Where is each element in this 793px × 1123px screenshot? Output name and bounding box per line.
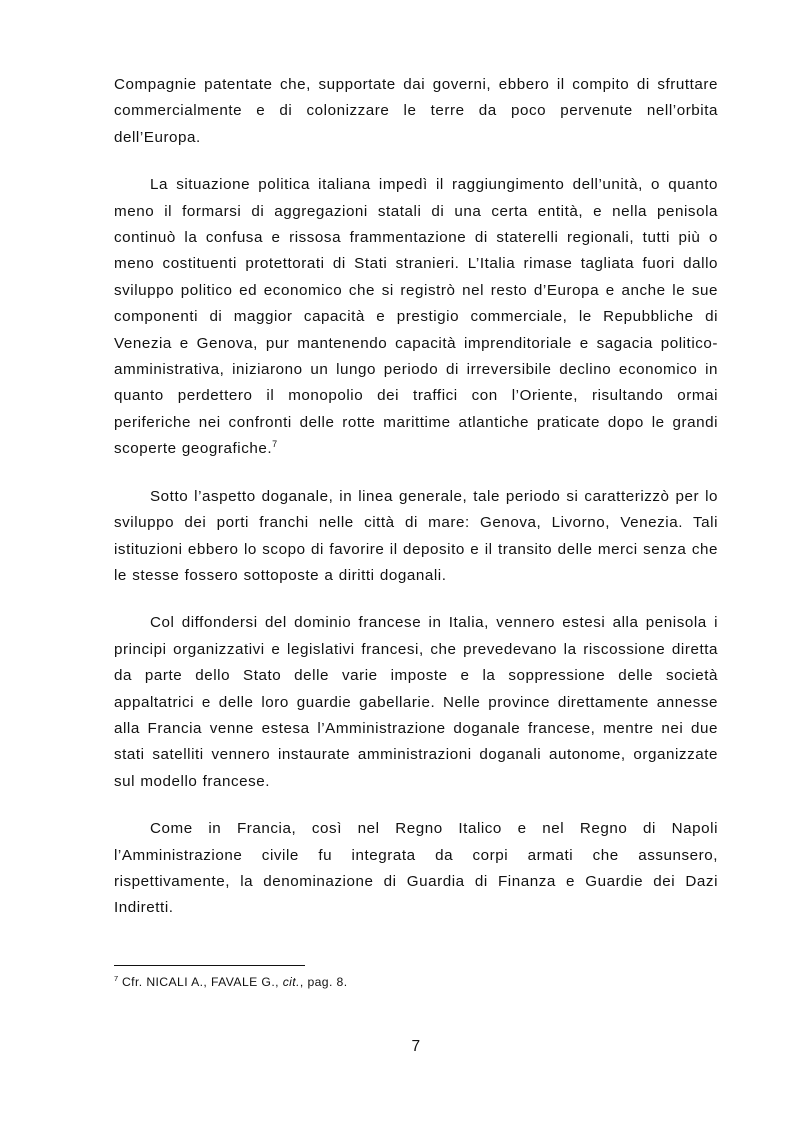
footnote-text-end: , pag. 8. xyxy=(299,975,348,989)
paragraph-2-text: La situazione politica italiana impedì il raggiungimento dell’unità, o quanto meno il formarsi di aggregazioni statali di una certa entità, e nella penisola continuò la confusa e rissosa frammentazione di staterelli regionali, tutti più o meno costituenti protettorati di Stati stranieri. L’Italia rimase tagliata fuori dallo sviluppo politico ed economico che si registrò nel resto d’Europa e anche le sue componenti di maggior capacità e prestigio commerciale, le Repubbliche di Venezia e Genova, pur mantenendo capacità imprenditoriale e sagacia politico-amministrativa, iniziarono un lungo periodo di irreversibile declino economico in quanto perdettero il monopolio dei traffici con l’Oriente, risultando ormai periferiche nei confronti delle rotte marittime atlantiche praticate dopo le grandi scoperte geografiche. xyxy=(114,176,718,458)
paragraph-1-text: Compagnie patentate che, supportate dai governi, ebbero il compito di sfruttare commercialmente e di colonizzare le terre da poco pervenute nell’orbita dell’Europa. xyxy=(114,76,718,146)
footnote xyxy=(114,974,718,990)
paragraph-4-text: Col diffondersi del dominio francese in Italia, vennero estesi alla penisola i principi organizzativi e legislativi francesi, che prevedevano la riscossione diretta da parte dello Stato delle varie imposte e la soppressione delle società appaltatrici e delle loro guardie gabellarie. Nelle province direttamente annesse alla Francia venne estesa l’Amministrazione doganale francese, mentre nei due stati satelliti vennero instaurate amministrazioni doganali autonome, organizzate sul modello francese. xyxy=(114,614,718,790)
page-number: 7 xyxy=(411,1038,421,1055)
paragraph-5 xyxy=(114,816,718,922)
footnote-text-italic: cit. xyxy=(282,975,300,989)
body-text xyxy=(114,72,718,943)
footnote-separator xyxy=(114,965,305,966)
footnote-number: 7 xyxy=(114,973,119,983)
paragraph-3 xyxy=(114,484,718,590)
footnote-text-start: Cfr. NICALI A., FAVALE G., xyxy=(121,975,283,989)
paragraph-5-text: Come in Francia, così nel Regno Italico e nel Regno di Napoli l’Amministrazione civile fu integrata da corpi armati che assunsero, rispettivamente, la denominazione di Guardia di Finanza e Guardie dei Dazi Indiretti. xyxy=(114,820,718,917)
paragraph-1 xyxy=(114,72,718,151)
paragraph-3-text: Sotto l’aspetto doganale, in linea generale, tale periodo si caratterizzò per lo sviluppo dei porti franchi nelle città di mare: Genova, Livorno, Venezia. Tali istituzioni ebbero lo scopo di favorire il deposito e il transito delle merci senza che le stesse fossero sottoposte a diritti doganali. xyxy=(114,487,718,584)
paragraph-2 xyxy=(114,172,718,462)
paragraph-4 xyxy=(114,610,718,795)
footnote-reference[interactable]: 7 xyxy=(272,439,278,450)
